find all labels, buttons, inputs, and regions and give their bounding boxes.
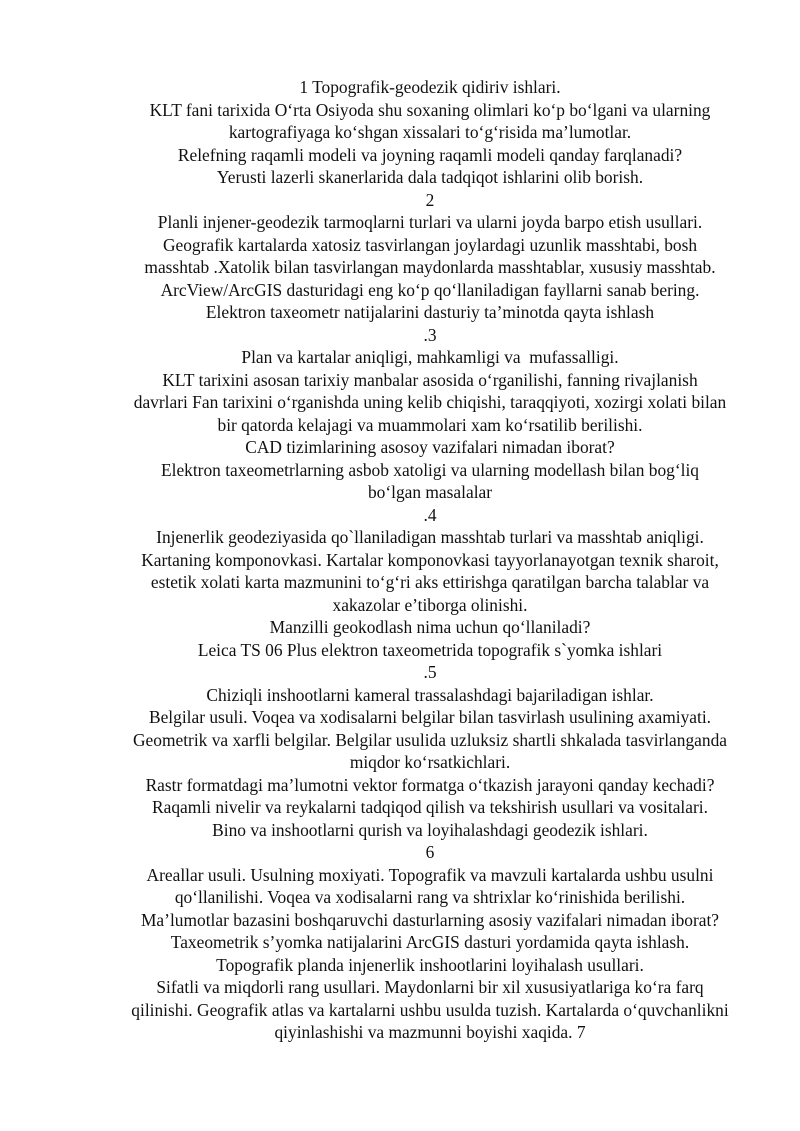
text-line: Bino va inshootlarni qurish va loyihalashdagi geodezik ishlari.: [212, 819, 648, 840]
text-line: Elektron taxeometrlarning asbob xatoligi va ularning modellash bilan bog‘liq: [160, 459, 699, 480]
text-line: ArcView/ArcGIS dasturidagi eng ko‘p qo‘llaniladigan fayllarni sanab bering.: [160, 279, 700, 300]
text-line: Belgilar usuli. Voqea va xodisalarni belgilar bilan tasvirlash usulining axamiyati.: [148, 707, 712, 727]
text-line: CAD tizimlarining asosoy vazifalari nimadan iborat?: [245, 437, 615, 457]
section-number: 6: [425, 842, 435, 862]
text-line: xakazolar e’tiborga olinishi.: [332, 594, 528, 615]
text-line: bo‘lgan masalalar: [367, 482, 493, 502]
text-line: Elektron taxeometr natijalarini dasturiy ta’minotda qayta ishlash: [205, 302, 655, 322]
text-line: Chiziqli inshootlarni kameral trassalashdagi bajariladigan ishlar.: [206, 684, 654, 705]
text-line: Sifatli va miqdorli rang usullari. Maydonlarni bir xil xususiyatlariga ko‘ra farq: [156, 977, 704, 997]
section-number: .5: [423, 662, 437, 682]
text-line: Geometrik va xarfli belgilar. Belgilar usulida uzluksiz shartli shkalada tasvirlanganda: [133, 729, 727, 750]
text-line: Planli injener-geodezik tarmoqlarni turlari va ularni joyda barpo etish usullari.: [157, 212, 703, 232]
text-line: Geografik kartalarda xatosiz tasvirlangan joylardagi uzunlik masshtabi, bosh: [162, 234, 698, 255]
section-number: .3: [423, 324, 437, 345]
text-line: Topografik planda injenerlik inshootlarini loyihalash usullari.: [216, 954, 644, 975]
text-line: Plan va kartalar aniqligi, mahkamligi va mufassalligi.: [241, 347, 619, 367]
document-text: [60, 76, 800, 1044]
text-line: kartografiyaga ko‘shgan xissalari to‘g‘risida ma’lumotlar.: [228, 122, 632, 142]
text-line: Rastr formatdagi ma’lumotni vektor formatga o‘tkazish jarayoni qanday kechadi?: [145, 774, 715, 795]
text-line: 1 Topografik-geodezik qidiriv ishlari.: [299, 77, 561, 97]
text-line: KLT fani tarixida O‘rta Osiyoda shu soxaning olimlari ko‘p bo‘lgani va ularning: [149, 99, 711, 120]
text-line: Areallar usuli. Usulning moxiyati. Topografik va mavzuli kartalarda ushbu usulni: [146, 864, 714, 885]
text-line: Manzilli geokodlash nima uchun qo‘llaniladi?: [269, 617, 591, 637]
text-line: KLT tarixini asosan tarixiy manbalar asosida o‘rganilishi, fanning rivajlanish: [162, 369, 698, 390]
text-line: qiyinlashishi va mazmunni boyishi xaqida. 7: [274, 1022, 586, 1042]
text-line: bir qatorda kelajagi va muammolari xam ko‘rsatilib berilishi.: [217, 414, 643, 435]
text-line: Injenerlik geodeziyasida qo`llaniladigan masshtab turlari va masshtab aniqligi.: [156, 527, 704, 547]
text-line: qo‘llanilishi. Voqea va xodisalarni rang va shtrixlar ko‘rinishida berilishi.: [174, 887, 686, 907]
text-line: Ma’lumotlar bazasini boshqaruvchi dasturlarning asosiy vazifalari nimadan iborat?: [140, 909, 720, 930]
section-number: .4: [423, 504, 437, 525]
text-line: davrlari Fan tarixini o‘rganishda uning kelib chiqishi, taraqqiyoti, xozirgi xolati bilan: [133, 392, 727, 412]
text-line: Leica TS 06 Plus elektron taxeometrida topografik s`yomka ishlari: [197, 639, 663, 660]
text-line: Taxeometrik s’yomka natijalarini ArcGIS dasturi yordamida qayta ishlash.: [170, 932, 690, 952]
text-line: Relefning raqamli modeli va joyning raqamli modeli qanday farqlanadi?: [177, 144, 683, 165]
text-line: miqdor ko‘rsatkichlari.: [349, 752, 511, 772]
text-line: Yerusti lazerli skanerlarida dala tadqiqot ishlarini olib borish.: [216, 167, 644, 187]
text-line: estetik xolati karta mazmunini to‘g‘ri aks ettirishga qaratilgan barcha talablar va: [150, 572, 710, 592]
text-line: masshtab .Xatolik bilan tasvirlangan maydonlarda masshtablar, xususiy masshtab.: [144, 257, 716, 277]
text-line: Kartaning komponovkasi. Kartalar komponovkasi tayyorlanayotgan texnik sharoit,: [141, 549, 719, 570]
section-number: 2: [425, 189, 435, 210]
text-line: Raqamli nivelir va reykalarni tadqiqod qilish va tekshirish usullari va vositalari.: [152, 797, 708, 817]
text-line: qilinishi. Geografik atlas va kartalarni ushbu usulda tuzish. Kartalarda o‘quvchanlikni: [131, 999, 729, 1020]
